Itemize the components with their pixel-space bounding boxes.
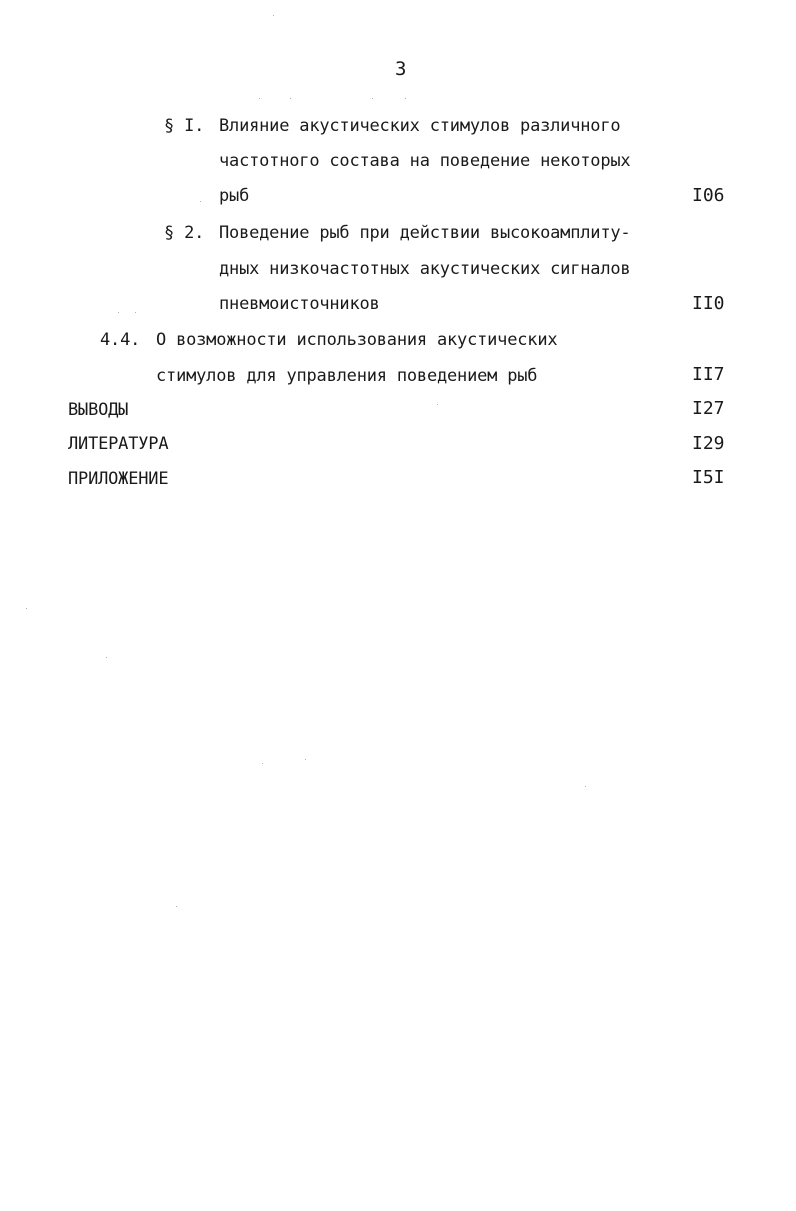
scan-speck (437, 404, 438, 405)
entry-label: ПРИЛОЖЕНИЕ (68, 469, 169, 489)
scan-speck (273, 15, 274, 16)
entry-title-line: О возможности использования акустических (156, 330, 558, 350)
scan-speck (259, 98, 260, 99)
page-reference: II7 (692, 364, 725, 385)
page-reference: I5I (692, 467, 725, 488)
scan-speck (262, 763, 263, 764)
entry-title-line: дных низкочастотных акустических сигналов (219, 259, 631, 279)
scan-speck (26, 608, 27, 609)
page-reference: II0 (692, 293, 725, 314)
entry-title-line: стимулов для управления поведением рыб (156, 366, 538, 386)
scan-speck (118, 312, 119, 313)
page-reference: I27 (692, 398, 725, 419)
scan-speck (106, 657, 107, 658)
scan-speck (200, 201, 201, 202)
entry-title-line: частотного состава на поведение некоторых (219, 151, 631, 171)
page-reference: I29 (692, 433, 725, 454)
entry-label: ЛИТЕРАТУРА (68, 434, 169, 454)
entry-title-line: Поведение рыб при действии высокоамплиту- (219, 223, 631, 243)
page-number: 3 (395, 58, 407, 80)
scan-speck (305, 759, 306, 760)
section-marker: 4.4. (100, 330, 141, 350)
section-marker: § 2. (164, 223, 205, 243)
scan-speck (176, 906, 177, 907)
entry-label: ВЫВОДЫ (68, 400, 129, 420)
entry-title-line: Влияние акустических стимулов различного (219, 116, 621, 136)
entry-title-line: пневмоисточников (219, 294, 380, 314)
page-reference: I06 (692, 185, 725, 206)
scan-speck (405, 98, 406, 99)
scan-speck (135, 312, 136, 313)
section-marker: § I. (164, 116, 205, 136)
scan-speck (372, 98, 373, 99)
scan-speck (290, 98, 291, 99)
entry-title-line: рыб (219, 186, 250, 206)
scan-speck (585, 786, 586, 787)
